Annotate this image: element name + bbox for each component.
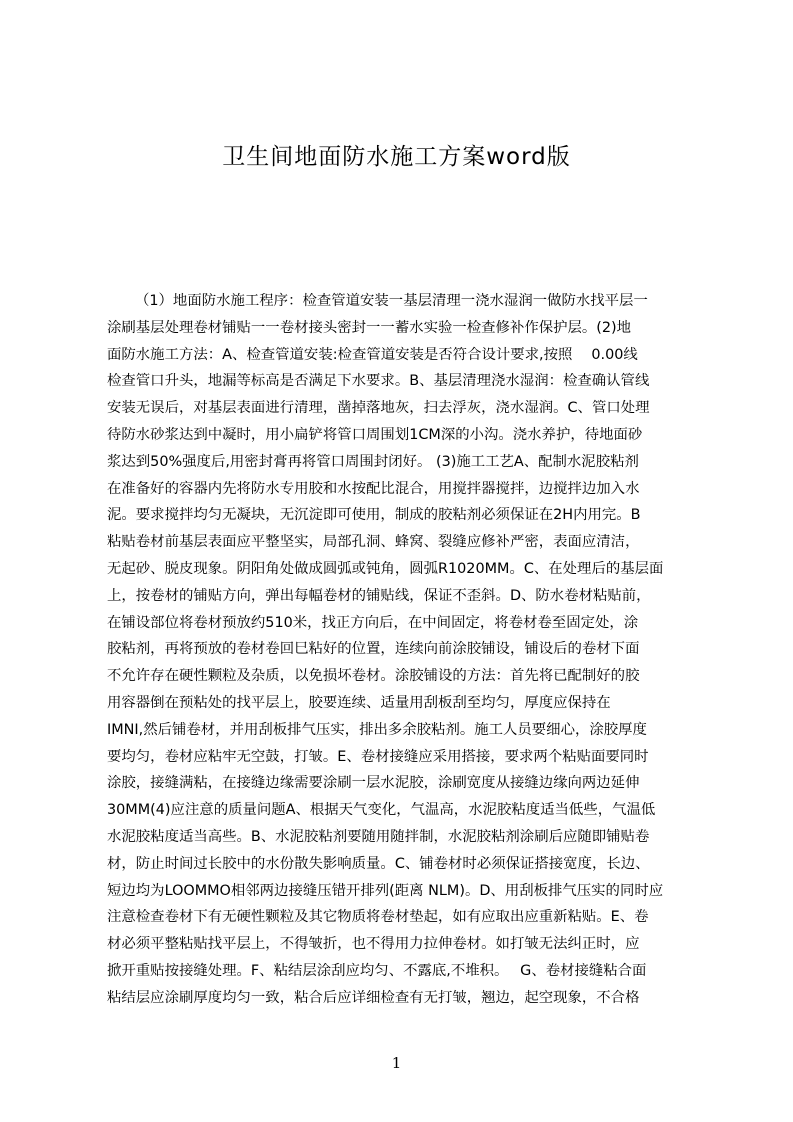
body-line: 掀开重贴按接缝处理。F、粘结层涂刮应均匀、不露底,不堆积。 G、卷材接缝粘合面 (107, 962, 647, 979)
body-line: 材必须平整粘贴找平层上，不得皱折，也不得用力拉伸卷材。如打皱无法纠正时，应 (107, 936, 640, 953)
body-line: 水泥胶粘度适当高些。B、水泥胶粘剂要随用随拌制，水泥胶粘剂涂刷后应随即铺贴卷 (107, 828, 650, 845)
document-body (107, 288, 697, 1012)
document-title: 卫生间地面防水施工方案word版 (222, 144, 571, 170)
body-line: 泥。要求搅拌均匀无凝块，无沉淀即可使用，制成的胶粘剂必须保证在2H内用完。B (107, 507, 641, 524)
body-line: 面防水施工方法：A、检查管道安装:检查管道安装是否符合设计要求,按照 0.00线 (107, 346, 638, 363)
body-line: 不允许存在硬性颗粒及杂质，以免损坏卷材。涂胶铺设的方法：首先将已配制好的胶 (107, 668, 640, 685)
body-line: 无起砂、脱皮现象。阴阳角处做成圆弧或钝角，圆弧R1020MM。C、在处理后的基层面 (107, 560, 664, 577)
body-line: 待防水砂浆达到中凝时，用小扁铲将管口周围划1CM深的小沟。浇水养护，待地面砂 (107, 426, 643, 443)
body-line: 涂刷基层处理卷材铺贴一一卷材接头密封一一蓄水实验一检查修补作保护层。(2)地 (107, 319, 632, 336)
body-line: IMNI,然后铺卷材，并用刮板排气压实，排出多余胶粘剂。施工人员要细心，涂胶厚度 (107, 721, 647, 738)
body-line: 涂胶，接缝满粘，在接缝边缘需要涂刷一层水泥胶，涂刷宽度从接缝边缘向两边延伸 (107, 775, 640, 792)
body-line: 用容器倒在预粘处的找平层上，胶要连续、适量用刮板刮至均匀，厚度应保持在 (107, 694, 611, 711)
body-line: 在铺设部位将卷材预放约510米，找正方向后，在中间固定，将卷材卷至固定处，涂 (107, 614, 639, 631)
body-line: 30MM(4)应注意的质量问题A、根据天气变化，气温高，水泥胶粘度适当低些，气温低 (107, 802, 656, 819)
body-line: 材，防止时间过长胶中的水份散失影响质量。C、铺卷材时必须保证搭接宽度，长边、 (107, 855, 650, 872)
body-line: 在准备好的容器内先将防水专用胶和水按配比混合，用搅拌器搅拌，边搅拌边加入水 (107, 480, 640, 497)
body-line: 粘结层应涂刷厚度均匀一致，粘合后应详细检查有无打皱，翘边，起空现象，不合格 (107, 989, 640, 1006)
page-number: 1 (391, 1054, 402, 1072)
body-line: 短边均为LOOMMO相邻两边接缝压错开排列(距离 NLM)。D、用刮板排气压实的同时应 (107, 882, 664, 899)
body-line: 粘贴卷材前基层表面应平整坚实，局部孔洞、蜂窝、裂缝应修补严密，表面应清洁， (107, 534, 640, 551)
body-line: （1）地面防水施工程序：检查管道安装一基层清理一浇水湿润一做防水找平层一 (135, 293, 648, 309)
body-line: 要均匀，卷材应粘牢无空鼓，打皱。E、卷材接缝应采用搭接，要求两个粘贴面要同时 (107, 748, 649, 765)
body-line: 胶粘剂，再将预放的卷材卷回巳粘好的位置，连续向前涂胶铺设，铺设后的卷材下面 (107, 641, 640, 658)
body-line: 安装无误后，对基层表面进行清理，凿掉落地灰，扫去浮灰，浇水湿润。C、管口处理 (107, 400, 650, 417)
body-line: 检查管口升头，地漏等标高是否满足下水要求。B、基层清理浇水湿润：检查确认管线 (107, 373, 650, 390)
body-line: 注意检查卷材下有无硬性颗粒及其它物质将卷材垫起，如有应取出应重新粘贴。E、卷 (107, 909, 649, 926)
body-line: 浆达到50%强度后,用密封膏再将管口周围封闭好。 (3)施工工艺A、配制水泥胶粘剂 (107, 453, 639, 470)
body-line: 上，按卷材的铺贴方向，弹出每幅卷材的铺贴线，保证不歪斜。D、防水卷材粘贴前， (107, 587, 651, 604)
